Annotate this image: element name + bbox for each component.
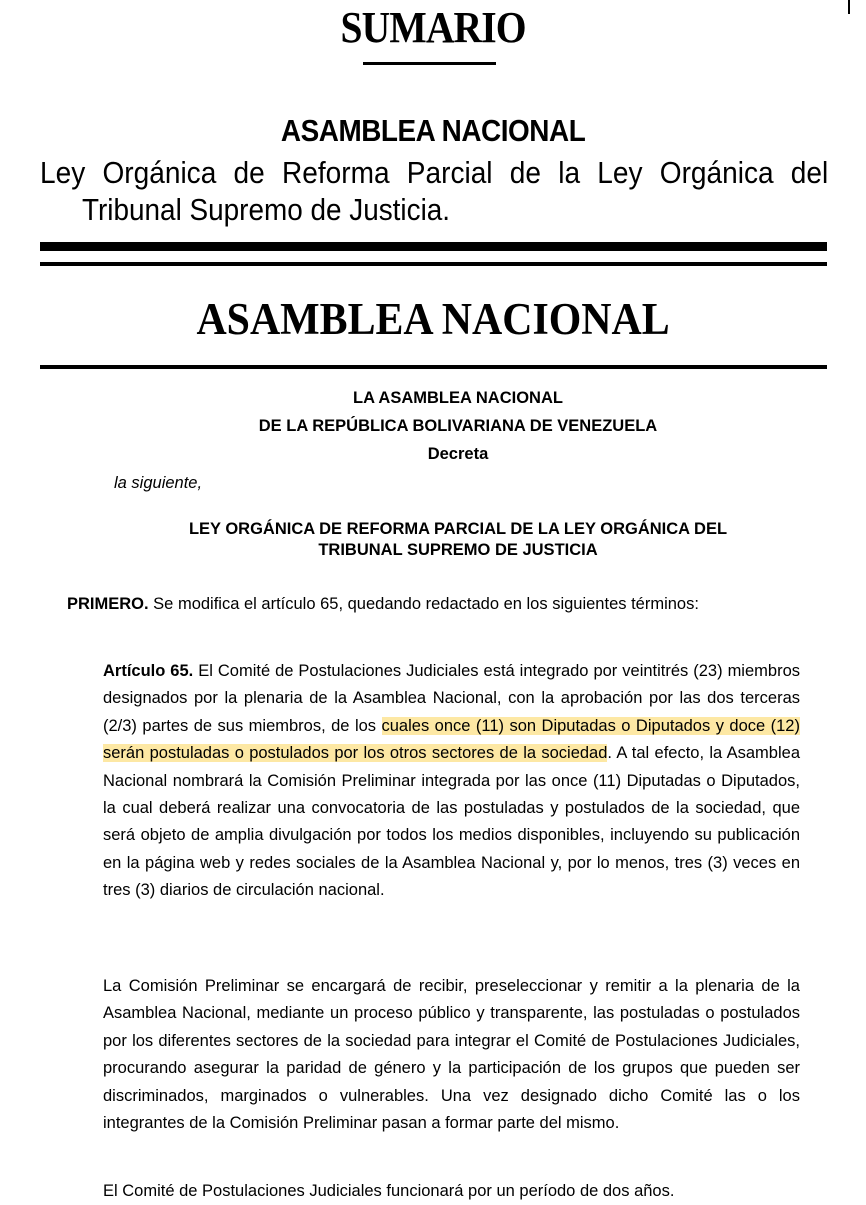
summary-title: SUMARIO: [340, 3, 526, 52]
law-title-line2: TRIBUNAL SUPREMO DE JUSTICIA: [318, 541, 598, 559]
section-title: ASAMBLEA NACIONAL: [196, 294, 670, 344]
primero-paragraph: [67, 591, 800, 618]
section-rule-thick: [40, 242, 827, 251]
commission-paragraph: La Comisión Preliminar se encargará de recibir, preseleccionar y remitir a la plenaria de la Asamblea Nacional, mediante un proceso público y transparente, las postuladas o postulados por los diferentes sectores de la sociedad para integrar el Comité de Postulaciones Judiciales, procurando asegurar la paridad de género y la participación de los grupos que pueden ser discriminados, marginados o vulnerables. Una vez designado dicho Comité las o los integrantes de la Comisión Preliminar pasan a formar parte del mismo.: [103, 977, 800, 1133]
law-title-line1: LEY ORGÁNICA DE REFORMA PARCIAL DE LA LEY ORGÁNICA DEL: [188, 520, 728, 538]
primero-label: PRIMERO.: [67, 595, 149, 613]
summary-entry-line1: [40, 155, 828, 191]
summary-entry-line1-text: Ley Orgánica de Reforma Parcial de la Ley Orgánica del: [40, 155, 829, 190]
article-text-b: . A tal efecto, la Asamblea Nacional nombrará la Comisión Preliminar integrada por las once (11) Diputadas o Diputados, la cual deberá realizar una convocatoria de las postuladas y postulados de la sociedad, que será objeto de amplia divulgación por todos los medios disponibles, incluyendo su publicación en la página web y redes sociales de la Asamblea Nacional y, por lo menos, tres (3) veces en tres (3) diarios de circulación nacional.: [103, 744, 800, 900]
decree-line2: DE LA REPÚBLICA BOLIVARIANA DE VENEZUELA: [258, 417, 658, 435]
article-highlight: cuales once (11) son Diputadas o Diputados y doce (12) serán postuladas o postulados por los otros sectores de la sociedad: [103, 716, 800, 763]
summary-entry-line2: Tribunal Supremo de Justicia.: [82, 192, 451, 227]
decree-line3: Decreta: [427, 445, 489, 463]
primero-text: Se modifica el artículo 65, quedando redactado en los siguientes términos:: [148, 595, 699, 613]
law-title: [0, 519, 866, 561]
committee-term-paragraph: El Comité de Postulaciones Judiciales funcionará por un período de dos años.: [103, 1182, 675, 1200]
corner-rule: [848, 0, 850, 14]
section-rule-thin: [40, 262, 827, 266]
article-65-paragraph: [103, 658, 800, 905]
article-label: Artículo 65.: [103, 662, 194, 680]
decree-intro: la siguiente,: [114, 474, 203, 492]
summary-title-rule: [363, 62, 496, 65]
article-text-a: El Comité de Postulaciones Judiciales está integrado por veintitrés (23) miembros designados por la plenaria de la Asamblea Nacional, con la aprobación por las dos terceras (2/3) partes de sus miembros, de los: [103, 662, 800, 735]
section-title-rule: [40, 365, 827, 369]
decree-line1: LA ASAMBLEA NACIONAL: [353, 389, 563, 407]
summary-heading: ASAMBLEA NACIONAL: [280, 113, 586, 148]
